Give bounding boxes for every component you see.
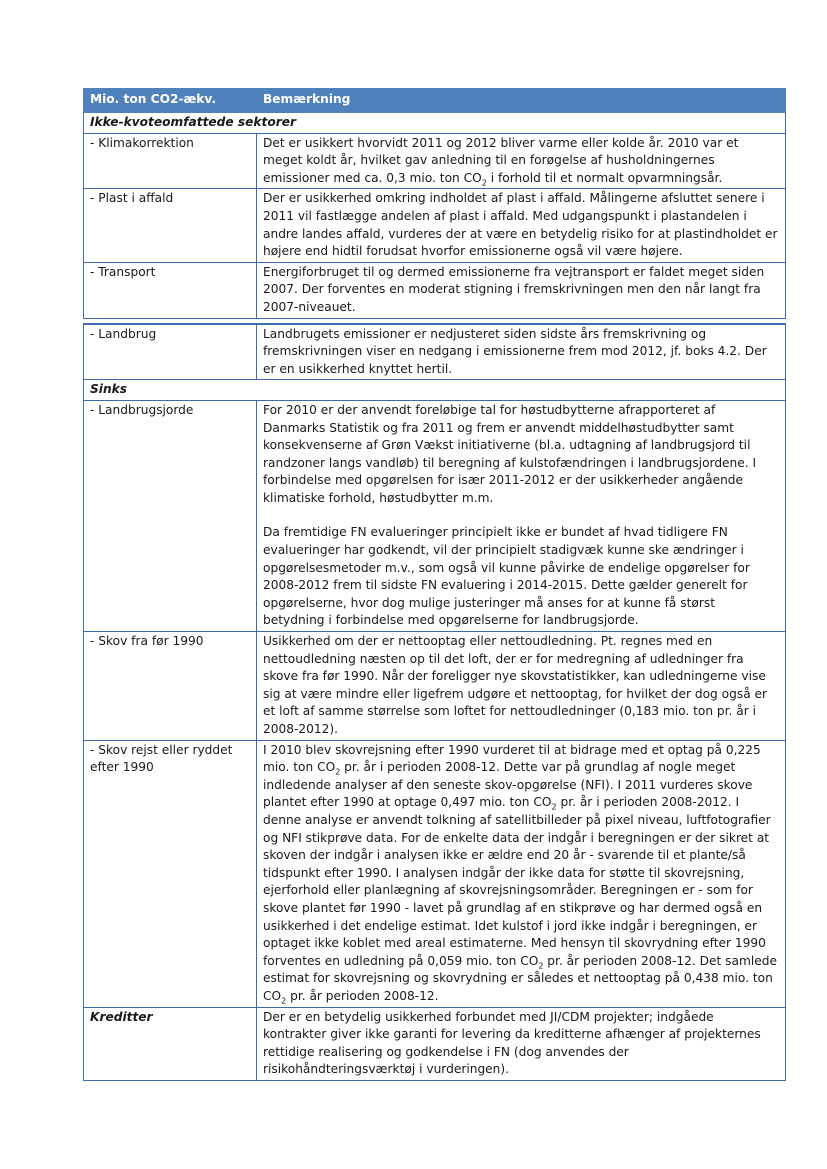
row-text: Landbrugets emissioner er nedjusteret siden sidste års fremskrivning og fremskrivningen viser en nedgang i emissionerne frem mod 2012, jf. boks 4.2. Der er en usikkerhed knyttet hertil. (257, 324, 786, 380)
row-text: Usikkerhed om der er nettooptag eller nettoudledning. Pt. regnes med en nettoudledning næsten op til det loft, der er for medregning af udledninger fra skove fra før 1990. Når der foreligger nye skovstatistikker, kan udledningerne vise sig at være mindre eller ligefrem udgøre et nettooptag, for hvilket der dog også er et loft af samme størrelse som loftet for nettoudledninger (0,183 mio. ton pr. år i 2008-2012). (257, 632, 786, 741)
section-ikke-kvote: Ikke-kvoteomfattede sektorer (84, 113, 786, 134)
row-text: Der er usikkerhed omkring indholdet af plast i affald. Målingerne afsluttet senere i 2011 vil fastlægge andelen af plast i affald. Med udgangspunkt i plastandelen i andre landes affald, vurderes der at være en betydelig risiko for at plastindholdet er højere end hidtil forudsat hvorfor emissionerne også vil være højere. (257, 189, 786, 262)
section-row (84, 113, 786, 134)
section-row (84, 380, 786, 401)
table-row (84, 740, 786, 1007)
row-label: - Skov rejst eller ryddet efter 1990 (84, 740, 257, 1007)
section-sinks: Sinks (84, 380, 786, 401)
row-label: - Plast i affald (84, 189, 257, 262)
row-text: I 2010 blev skovrejsning efter 1990 vurderet til at bidrage med et optag på 0,225 mio. ton $CO_2$ pr. år i perioden 2008-12. Dette var på grundlag af nogle meget indledende analyser af den seneste skov-opgørelse (NFI). I 2011 vurderes skove plantet efter 1990 at optage 0,497 mio. ton $CO_2$ pr. år i perioden 2008-2012. I denne analyse er anvendt tolkning af satellitbilleder på pixel niveau, luftfotografier og NFI stikprøve data. For de enkelte data der indgår i beregningen er der sikret at skoven der indgår i analysen ikke er ældre end 20 år - svarende til et plante/så tidspunkt efter 1990. I analysen indgår der ikke data for støtte til skovrejsning, ejerforhold eller planlægning af skovrejsningsområder. Beregningen er - som for skove plantet før 1990 - lavet på grundlag af en stikprøve og har dermed også en usikkerhed i det endelige estimat. Idet kulstof i jord ikke indgår i beregningen, er optaget ikke koblet med areal estimaterne. Med hensyn til skovrydning efter 1990 forventes en udledning på 0,059 mio. ton $CO_2$ pr. år perioden 2008-12. Det samlede estimat for skovrejsning og skovrydning er således et nettooptag på 0,438 mio. ton $CO_2$ pr. år perioden 2008-12. (257, 740, 786, 1007)
row-label: - Landbrugsjorde (84, 400, 257, 631)
table-row (84, 400, 786, 631)
table-row (84, 189, 786, 262)
row-text: Der er en betydelig usikkerhed forbundet med JI/CDM projekter; indgåede kontrakter giver ikke garanti for levering da kreditterne afhænger af projekternes rettidige realisering og godkendelse i FN (dog anvendes der risikohåndteringsværktøj i vurderingen). (257, 1007, 786, 1080)
row-label: - Skov fra før 1990 (84, 632, 257, 741)
row-text: Det er usikkert hvorvidt 2011 og 2012 bliver varme eller kolde år. 2010 var et meget koldt år, hvilket gav anledning til en forøgelse af husholdningernes emissioner med ca. 0,3 mio. ton $CO_2$ i forhold til et normalt opvarmningsår. (257, 133, 786, 189)
row-text: Energiforbruget til og dermed emissionerne fra vejtransport er faldet meget siden 2007. Der forventes en moderat stigning i fremskrivningen men den når langt fra 2007-niveauet. (257, 262, 786, 318)
table-row (84, 324, 786, 380)
row-label: Kreditter (84, 1007, 257, 1080)
table-row (84, 133, 786, 189)
table-row (84, 632, 786, 741)
table-header-row (84, 89, 786, 113)
row-label: - Klimakorrektion (84, 133, 257, 189)
uncertainty-table (83, 88, 786, 1081)
header-col1: Mio. ton CO2-ækv. (84, 89, 257, 113)
table-row (84, 1007, 786, 1080)
row-label: - Landbrug (84, 324, 257, 380)
row-text: For 2010 er der anvendt foreløbige tal for høstudbytterne afrapporteret af Danmarks Statistik og fra 2011 og frem er anvendt middelhøstudbytter samt konsekvenserne af Grøn Vækst initiativerne (bl.a. udtagning af landbrugsjord til randzoner langs vandløb) til beregning af kulstofændringen i landbrugsjordene. I forbindelse med opgørelsen for især 2011-2012 er der usikkerheder angående klimatiske forhold, høstudbytter m.m. Da fremtidige FN evalueringer principielt ikke er bundet af hvad tidligere FN evalueringer har godkendt, vil der principielt stadigvæk kunne ske ændringer i opgørelsesmetoder m.v., som også vil kunne påvirke de endelige opgørelser for 2008-2012 frem til sidste FN evaluering i 2014-2015. Dette gælder generelt for opgørelserne, hvor dog mulige justeringer må anses for at kunne få størst betydning i forbindelse med opgørelserne for landbrugsjorde. (257, 400, 786, 631)
table-row (84, 262, 786, 318)
row-label: - Transport (84, 262, 257, 318)
header-col2: Bemærkning (257, 89, 786, 113)
